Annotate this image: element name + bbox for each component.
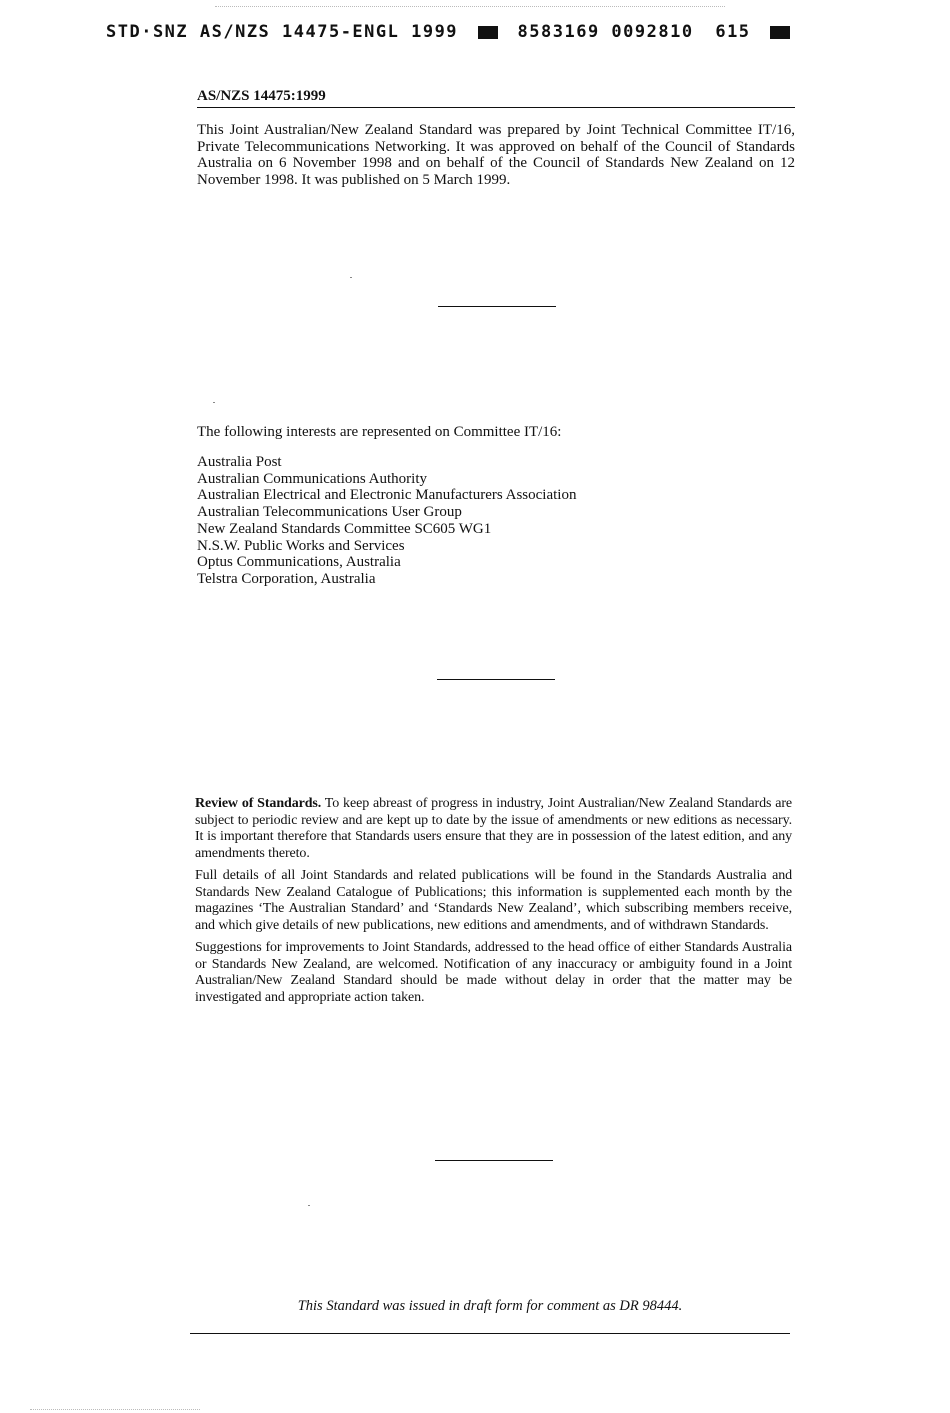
banner-code-right: 615 <box>715 22 751 42</box>
section-divider <box>435 1160 553 1161</box>
list-item: Australian Electrical and Electronic Manufacturers Association <box>197 487 577 504</box>
section-divider <box>438 306 556 307</box>
review-label: Review of Standards. <box>195 796 322 811</box>
review-paragraph-1 <box>195 796 792 862</box>
intro-paragraph: This Joint Australian/New Zealand Standard was prepared by Joint Technical Committee IT/16, Private Telecommunications Networking. It was approved on behalf of the Council of Standards Australia on 6 November 1998 and on behalf of the Council of Standards New Zealand on 12 November 1998. It was published on 5 March 1999. <box>197 122 795 189</box>
interests-list <box>197 454 576 588</box>
interests-heading: The following interests are represented on Committee IT/16: <box>197 424 562 440</box>
bottom-rule <box>190 1333 790 1334</box>
list-item: Optus Communications, Australia <box>197 554 401 571</box>
document-code-banner <box>106 22 806 44</box>
list-item: New Zealand Standards Committee SC605 WG1 <box>197 520 492 537</box>
section-divider <box>437 679 555 680</box>
review-paragraph-2: Full details of all Joint Standards and related publications will be found in the Standards Australia and Standards New Zealand Catalogue of Publications; this information is supplemented each month by the magazines ‘The Australian Standard’ and ‘Standards New Zealand’, which subscribing members receive, and which give details of new publications, new editions and amendments, and of withdrawn Standards. <box>195 868 792 933</box>
scan-speck <box>308 1205 310 1206</box>
list-item: Australian Communications Authority <box>197 470 427 487</box>
banner-code-left: STD·SNZ AS/NZS 14475-ENGL 1999 <box>106 22 459 42</box>
list-item: N.S.W. Public Works and Services <box>197 537 405 554</box>
draft-note: This Standard was issued in draft form for comment as DR 98444. <box>297 1298 683 1314</box>
scan-artifact-top <box>215 6 725 8</box>
barcode-block-mark <box>478 26 498 39</box>
list-item: Telstra Corporation, Australia <box>197 570 376 587</box>
review-of-standards-section <box>195 796 792 1012</box>
list-item: Australia Post <box>197 454 282 470</box>
barcode-block-mark <box>770 26 790 39</box>
list-item: Australian Telecommunications User Group <box>197 504 462 521</box>
standard-title: AS/NZS 14475:1999 <box>197 88 795 108</box>
scan-speck <box>213 402 215 403</box>
review-text-1: To keep abreast of progress in industry, Joint Australian/New Zealand Standards are subject to periodic review and are kept up to date by the issue of amendments or new editions as necessary. It is important therefore that Standards users ensure that they are in possession of the latest edition, and any amendments thereto. <box>195 796 792 861</box>
banner-code-mid: 8583169 0092810 <box>517 22 694 42</box>
scan-artifact-bottom <box>30 1409 200 1411</box>
scan-speck <box>350 277 352 278</box>
review-paragraph-3: Suggestions for improvements to Joint Standards, addressed to the head office of either Standards Australia or Standards New Zealand, are welcomed. Notification of any inaccuracy or ambiguity found in a Joint Australian/New Zealand Standard should be made without delay in order that the matter may be investigated and appropriate action taken. <box>195 940 792 1005</box>
